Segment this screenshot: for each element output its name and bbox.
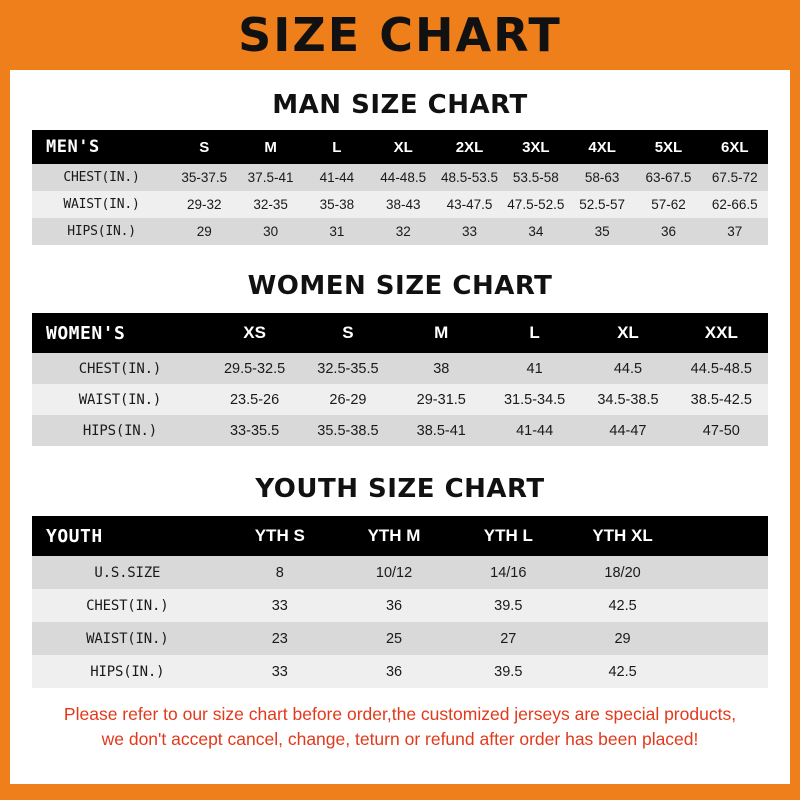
women-size-s: S [342,323,354,342]
youth-waist-m: 25 [385,630,403,647]
women-size-xs: XS [243,323,266,342]
youth-spacer-cell [680,589,768,622]
youth-waist-xl: 29 [614,630,631,647]
table-row [32,384,768,415]
men-row-label-chest: CHEST(IN.) [63,170,140,185]
men-chest-s: 35-37.5 [181,170,228,185]
men-size-m: M [264,138,277,156]
women-hips-s: 35.5-38.5 [317,422,379,439]
women-chest-m: 38 [433,360,450,377]
men-size-3xl: 3XL [522,138,550,156]
men-row-label-waist: WAIST(IN.) [63,197,140,212]
section-title-men: MAN SIZE CHART [272,90,528,120]
men-chest-xl: 44-48.5 [380,170,427,185]
men-waist-s: 29-32 [187,197,222,212]
table-header-row [32,130,768,164]
men-size-2xl: 2XL [455,138,484,156]
women-chest-xxl: 44.5-48.5 [690,360,752,377]
table-row [32,191,768,218]
youth-size-l: YTH L [483,526,533,545]
youth-row-label-waist: WAIST(IN.) [86,630,169,647]
youth-chest-m: 36 [385,597,403,614]
men-waist-m: 32-35 [253,197,288,212]
youth-row-label-chest: CHEST(IN.) [86,597,169,614]
section-title-youth: YOUTH SIZE CHART [255,474,545,504]
table-row [32,655,768,688]
women-size-l: L [529,323,540,342]
men-chest-l: 41-44 [319,170,355,185]
men-waist-4xl: 52.5-57 [579,197,626,212]
men-chest-m: 37.5-41 [247,170,294,185]
men-size-l: L [332,138,342,156]
youth-chest-l: 39.5 [494,597,523,614]
men-hips-m: 30 [263,224,279,239]
youth-row-label-hips: HIPS(IN.) [90,663,165,680]
table-row [32,415,768,446]
women-size-xl: XL [617,323,639,342]
women-hips-l: 41-44 [516,422,554,439]
women-hips-m: 38.5-41 [416,422,466,439]
men-size-xl: XL [393,138,413,156]
men-header-label: MEN'S [46,137,100,157]
youth-spacer-cell [680,655,768,688]
men-waist-2xl: 43-47.5 [446,197,493,212]
men-chest-5xl: 63-67.5 [645,170,692,185]
women-size-xxl: XXL [704,323,738,342]
section-men [32,90,768,245]
youth-row-label-ussize: U.S.SIZE [94,564,161,581]
men-size-table [32,130,768,245]
men-hips-s: 29 [196,224,212,239]
youth-ussize-s: 8 [275,564,284,581]
men-waist-l: 35-38 [319,197,355,212]
men-hips-l: 31 [329,224,345,239]
disclaimer-line-2: we don't accept cancel, change, teturn or refund after order has been placed! [101,729,699,750]
youth-size-table [32,516,768,688]
table-row [32,622,768,655]
women-waist-l: 31.5-34.5 [503,391,566,408]
men-hips-xl: 32 [395,224,411,239]
youth-waist-s: 23 [271,630,288,647]
section-women [32,271,768,446]
men-hips-4xl: 35 [594,224,610,239]
women-hips-xl: 44-47 [609,422,647,439]
men-hips-6xl: 37 [727,224,743,239]
women-row-label-waist: WAIST(IN.) [78,391,162,408]
men-chest-6xl: 67.5-72 [711,170,758,185]
table-row [32,353,768,384]
youth-spacer-cell [680,516,768,556]
table-header-row [32,313,768,353]
men-size-4xl: 4XL [588,138,616,156]
men-size-5xl: 5XL [654,138,683,156]
women-row-label-chest: CHEST(IN.) [78,360,162,377]
header-band [0,0,800,70]
section-youth [32,474,768,688]
men-chest-3xl: 53.5-58 [512,170,559,185]
table-header-row [32,516,768,556]
women-hips-xxl: 47-50 [702,422,740,439]
men-waist-3xl: 47.5-52.5 [507,197,565,212]
youth-size-s: YTH S [254,526,305,545]
men-hips-2xl: 33 [462,224,478,239]
youth-size-m: YTH M [367,526,421,545]
men-waist-xl: 38-43 [385,197,421,212]
men-size-s: S [199,138,210,156]
women-waist-m: 29-31.5 [416,391,466,408]
women-row-label-hips: HIPS(IN.) [82,422,157,439]
youth-size-xl: YTH XL [592,526,653,545]
youth-hips-s: 33 [271,663,288,680]
men-hips-3xl: 34 [528,224,544,239]
chart-content [10,70,790,784]
women-waist-xl: 34.5-38.5 [597,391,659,408]
table-row [32,164,768,191]
youth-ussize-xl: 18/20 [604,564,641,581]
youth-hips-l: 39.5 [494,663,523,680]
women-header-label: WOMEN'S [46,322,126,344]
youth-ussize-l: 14/16 [490,564,527,581]
table-row [32,556,768,589]
youth-chest-s: 33 [271,597,288,614]
youth-chest-xl: 42.5 [608,597,637,614]
table-row [32,218,768,245]
youth-spacer-cell [680,622,768,655]
page-title: SIZE CHART [238,8,562,62]
disclaimer-line-1: Please refer to our size chart before order,the customized jerseys are special products, [63,704,737,724]
women-waist-s: 26-29 [329,391,367,408]
section-title-women: WOMEN SIZE CHART [247,271,553,301]
men-chest-2xl: 48.5-53.5 [440,170,499,185]
men-waist-5xl: 57-62 [651,197,686,212]
women-chest-xs: 29.5-32.5 [223,360,286,377]
youth-header-label: YOUTH [46,525,103,547]
men-hips-5xl: 36 [660,224,676,239]
footer-band [0,784,800,800]
women-size-table [32,313,768,446]
women-size-m: M [434,323,449,342]
men-size-6xl: 6XL [721,138,749,156]
youth-waist-l: 27 [500,630,517,647]
women-waist-xs: 23.5-26 [229,391,280,408]
youth-spacer-cell [680,556,768,589]
youth-hips-m: 36 [385,663,403,680]
men-row-label-hips: HIPS(IN.) [67,224,136,239]
women-chest-l: 41 [526,360,543,377]
men-chest-4xl: 58-63 [584,170,620,185]
women-chest-s: 32.5-35.5 [317,360,379,377]
table-row [32,589,768,622]
women-chest-xl: 44.5 [613,360,643,377]
men-waist-6xl: 62-66.5 [711,197,758,212]
women-hips-xs: 33-35.5 [229,422,280,439]
disclaimer-note [32,688,768,753]
youth-ussize-m: 10/12 [375,564,413,581]
youth-hips-xl: 42.5 [608,663,637,680]
women-waist-xxl: 38.5-42.5 [690,391,752,408]
